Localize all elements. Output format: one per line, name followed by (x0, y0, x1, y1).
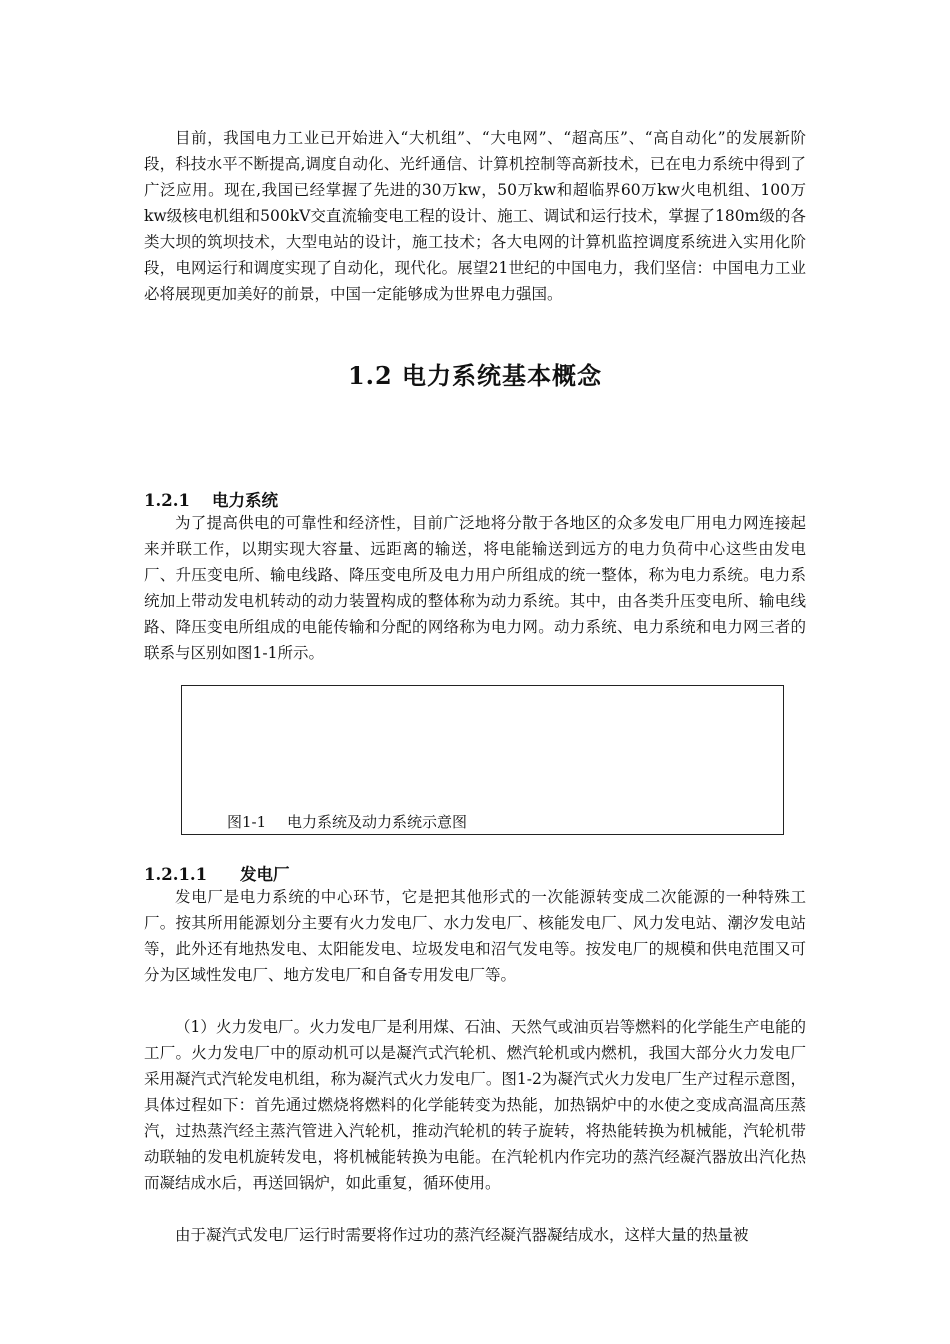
intro-paragraph: 目前，我国电力工业已开始进入“大机组”、“大电网”、“超高压”、“高自动化”的发展新阶段，科技水平不断提高,调度自动化、光纤通信、计算机控制等高新技术，已在电力系统中得到了广泛应用。现在,我国已经掌握了先进的30万kw，50万kw和超临界60万kw火电机组、100万kw级核电机组和500kV交直流输变电工程的设计、施工、调试和运行技术，掌握了180m级的各类大坝的筑坝技术，大型电站的设计，施工技术；各大电网的计算机监控调度系统进入实用化阶段，电网运行和调度实现了自动化，现代化。展望21世纪的中国电力，我们坚信：中国电力工业必将展现更加美好的前景，中国一定能够成为世界电力强国。 (144, 129, 806, 303)
thermal-plant-paragraph: （1）火力发电厂。火力发电厂是利用煤、石油、天然气或油页岩等燃料的化学能生产电能的工厂。火力发电厂中的原动机可以是凝汽式汽轮机、燃汽轮机或内燃机，我国大部分火力发电厂采用凝汽式汽轮发电机组，称为凝汽式火力发电厂。图1-2为凝汽式火力发电厂生产过程示意图，具体过程如下：首先通过燃烧将燃料的化学能转变为热能，加热锅炉中的水使之变成高温高压蒸汽，过热蒸汽经主蒸汽管进入汽轮机，推动汽轮机的转子旋转，将热能转换为机械能，汽轮机带动联轴的发电机旋转发电，将机械能转换为电能。在汽轮机内作完功的蒸汽经凝汽器放出汽化热而凝结成水后，再送回锅炉，如此重复，循环使用。 (144, 1018, 806, 1192)
figure-caption-text: 电力系统及动力系统示意图 (287, 813, 468, 831)
figure-1-1-frame (181, 685, 784, 835)
power-system-paragraph: 为了提高供电的可靠性和经济性，目前广泛地将分散于各地区的众多发电厂用电力网连接起来并联工作，以期实现大容量、远距离的输送，将电能输送到远方的电力负荷中心这些由发电厂、升压变电所、输电线路、降压变电所及电力用户所组成的统一整体，称为电力系统。电力系统加上带动发电机转动的动力装置构成的整体称为动力系统。其中，由各类升压变电所、输电线路、降压变电所组成的电能传输和分配的网络称为电力网。动力系统、电力系统和电力网三者的联系与区别如图1-1所示。 (144, 514, 806, 662)
power-plant-paragraph: 发电厂是电力系统的中心环节，它是把其他形式的一次能源转变成二次能源的一种特殊工厂。按其所用能源划分主要有火力发电厂、水力发电厂、核能发电厂、风力发电站、潮汐发电站等，此外还有地热发电、太阳能发电、垃圾发电和沼气发电等。按发电厂的规模和供电范围又可分为区域性发电厂、地方发电厂和自备专用发电厂等。 (144, 888, 806, 984)
condenser-paragraph: 由于凝汽式发电厂运行时需要将作过功的蒸汽经凝汽器凝结成水，这样大量的热量被 (175, 1226, 749, 1244)
section-heading: 1.2 电力系统基本概念 (347, 361, 603, 390)
subsubsection-number: 1.2.1.1 (144, 865, 208, 884)
subsubsection-title: 发电厂 (240, 865, 290, 884)
subsection-heading (144, 487, 278, 511)
figure-number: 图1-1 (227, 813, 267, 831)
subsection-title: 电力系统 (212, 491, 278, 510)
subsubsection-heading (144, 861, 290, 885)
figure-caption (227, 811, 467, 832)
subsection-number: 1.2.1 (144, 491, 190, 510)
